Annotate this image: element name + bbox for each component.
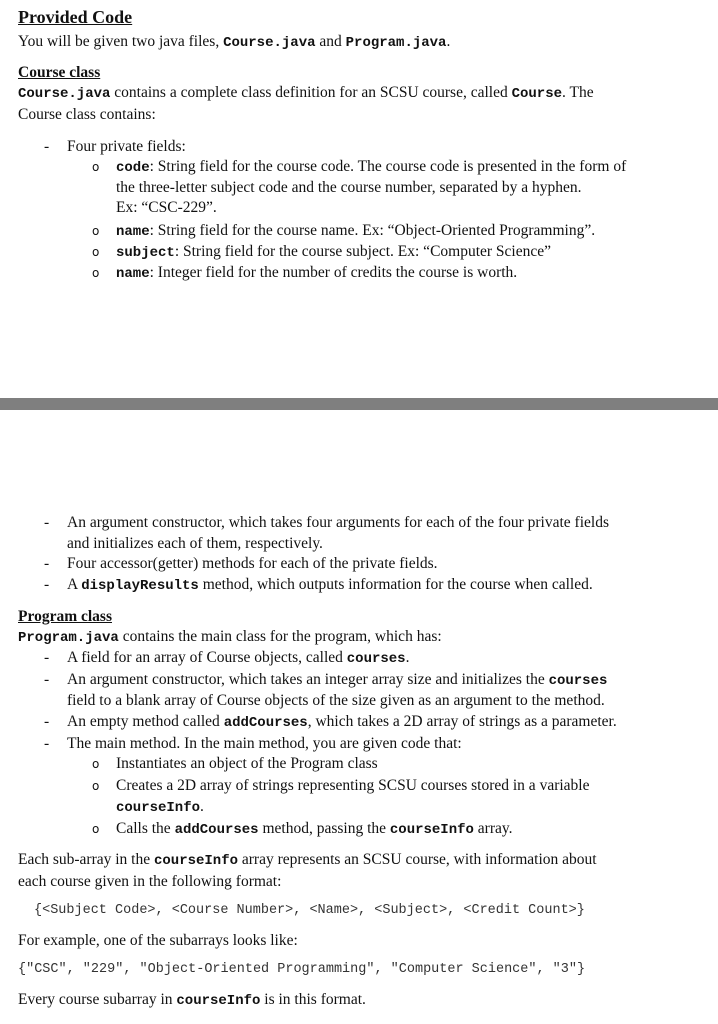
field-name: name: String field for the course name. Ex: “Object-Oriented Programming”.: [116, 222, 596, 240]
bullet-dash: -: [44, 671, 50, 688]
program-ctor-line1: An argument constructor, which takes an integer array size and initializes the courses: [67, 671, 608, 689]
ctor-line1: An argument constructor, which takes four arguments for each of the four private fields: [67, 514, 609, 531]
intro-line: You will be given two java files, Course.java and Program.java.: [18, 33, 451, 51]
bullet-circle: o: [92, 266, 100, 280]
page-break-divider: [0, 398, 718, 410]
page-top: [0, 0, 718, 398]
main-method-line: The main method. In the main method, you are given code that:: [67, 735, 462, 752]
bullet-circle: o: [92, 245, 100, 259]
bullet-dash: -: [44, 735, 50, 752]
every-course-line: Every course subarray in courseInfo is in this format.: [18, 991, 366, 1009]
file-course-java: Course.java: [223, 35, 316, 51]
courses-field-line: A field for an array of Course objects, called courses.: [67, 649, 410, 667]
ctor-line2: and initializes each of them, respectively.: [67, 535, 323, 552]
bullet-dash: -: [44, 713, 50, 730]
display-results-line: A displayResults method, which outputs information for the course when called.: [67, 576, 593, 594]
bullet-circle: o: [92, 160, 100, 174]
each-subarray-line1: Each sub-array in the courseInfo array represents an SCSU course, with information about: [18, 851, 597, 869]
create-array-line1: Creates a 2D array of strings representing SCSU courses stored in a variable: [116, 777, 590, 794]
format-code-block: {<Subject Code>, <Course Number>, <Name>, <Subject>, <Credit Count>}: [34, 903, 585, 918]
field-code-line3: Ex: “CSC-229”.: [116, 199, 217, 216]
program-class-heading: Program class: [18, 608, 112, 625]
program-ctor-line2: field to a blank array of Course objects of the size given as an argument to the method.: [67, 692, 605, 709]
fields-intro: Four private fields:: [67, 138, 186, 155]
bullet-circle: o: [92, 224, 100, 238]
program-desc: Program.java contains the main class for the program, which has:: [18, 628, 442, 646]
create-array-line2: courseInfo.: [116, 798, 204, 816]
field-subject: subject: String field for the course subject. Ex: “Computer Science”: [116, 243, 552, 261]
bullet-circle: o: [92, 757, 100, 771]
course-desc-line1: Course.java contains a complete class definition for an SCSU course, called Course. The: [18, 84, 594, 102]
empty-method-line: An empty method called addCourses, which takes a 2D array of strings as a parameter.: [67, 713, 617, 731]
page-bottom: [0, 410, 718, 1024]
section-heading-provided-code: Provided Code: [18, 7, 133, 27]
field-code-line2: the three-letter subject code and the course number, separated by a hyphen.: [116, 179, 582, 196]
instantiate-line: Instantiates an object of the Program class: [116, 755, 378, 772]
field-credits: name: Integer field for the number of credits the course is worth.: [116, 264, 518, 282]
file-program-java: Program.java: [345, 35, 447, 51]
getters-line: Four accessor(getter) methods for each of the private fields.: [67, 555, 438, 572]
bullet-dash: -: [44, 649, 50, 666]
bullet-dash: -: [44, 555, 50, 572]
bullet-dash: -: [44, 138, 50, 155]
bullet-circle: o: [92, 822, 100, 836]
each-subarray-line2: each course given in the following format:: [18, 873, 282, 890]
example-code-block: {"CSC", "229", "Object-Oriented Programming", "Computer Science", "3"}: [18, 962, 586, 977]
course-class-heading: Course class: [18, 64, 101, 81]
bullet-dash: -: [44, 576, 50, 593]
course-desc-line2: Course class contains:: [18, 106, 156, 123]
bullet-circle: o: [92, 779, 100, 793]
example-intro: For example, one of the subarrays looks like:: [18, 932, 298, 949]
bullet-dash: -: [44, 514, 50, 531]
calls-line: Calls the addCourses method, passing the courseInfo array.: [116, 820, 513, 838]
field-code-line1: code: String field for the course code. The course code is presented in the form of: [116, 158, 627, 176]
